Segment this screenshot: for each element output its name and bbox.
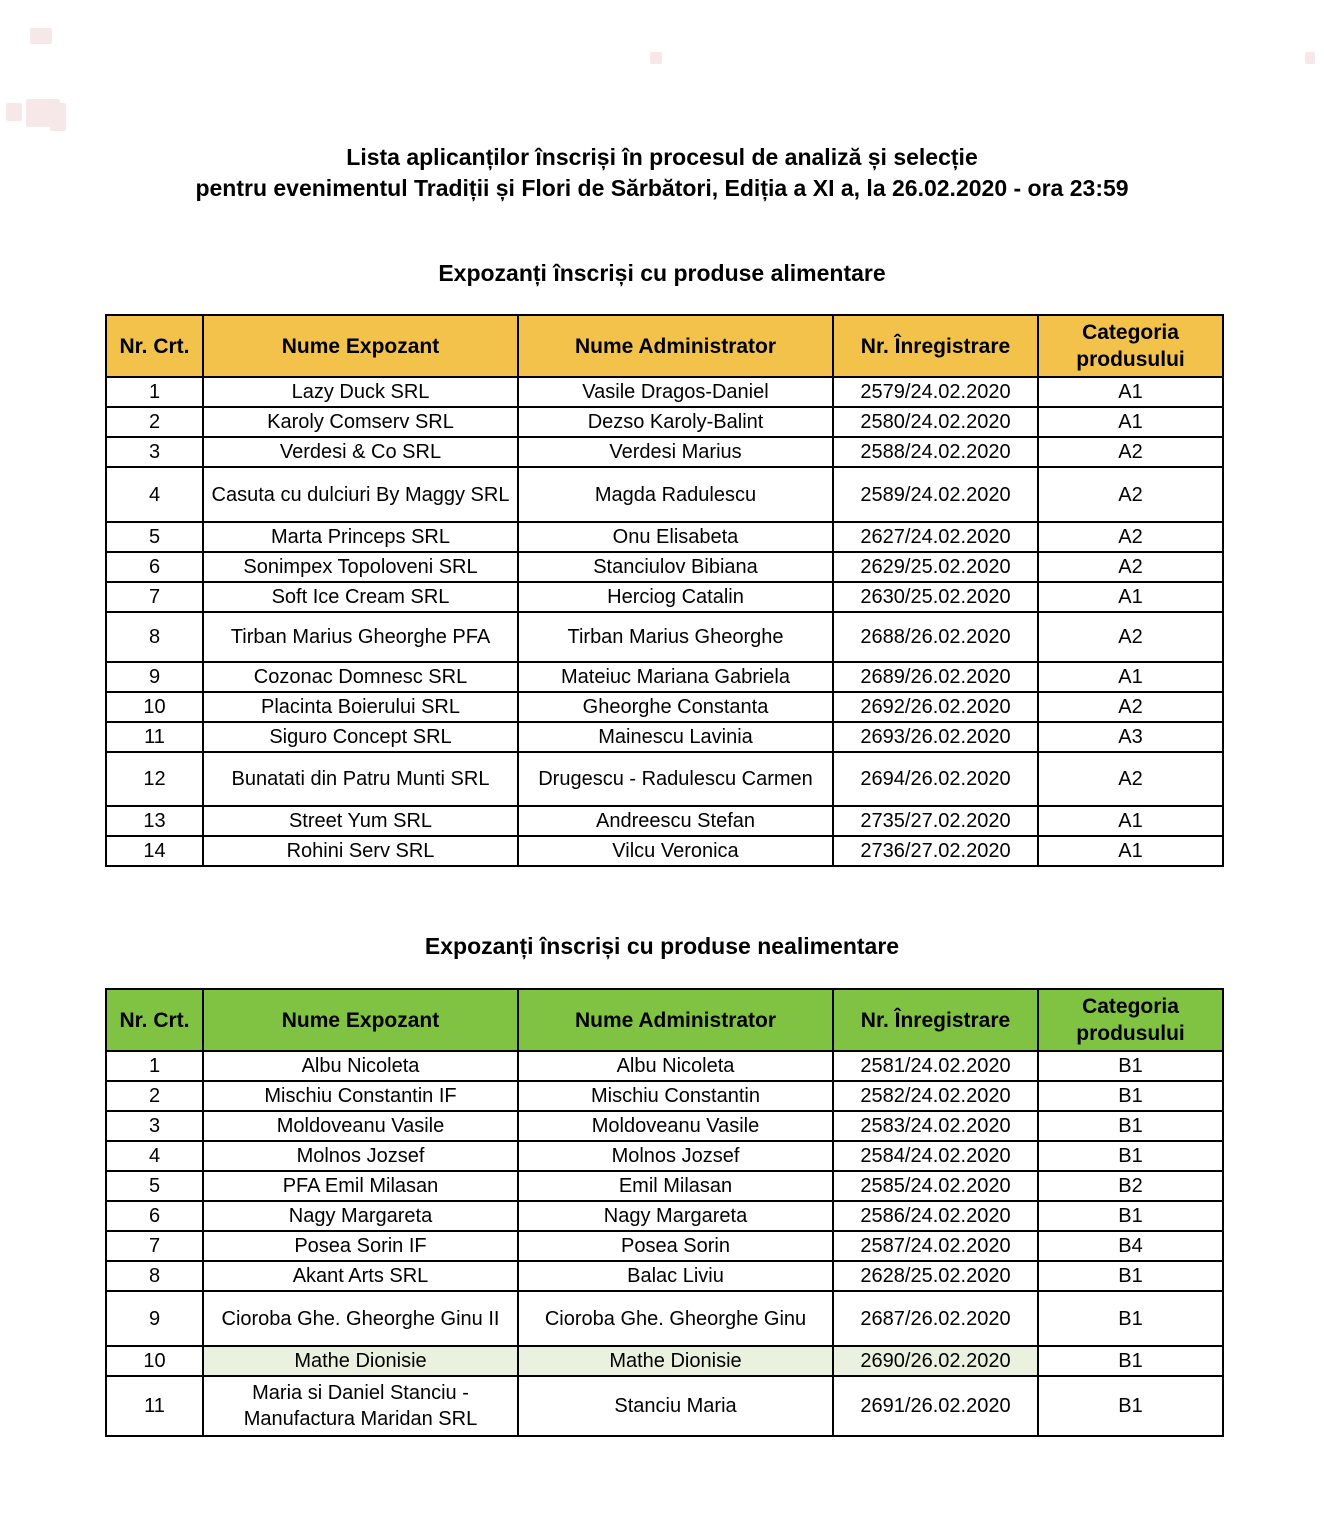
nealimentare-table-header: [106, 989, 1223, 1051]
table-cell: 3: [106, 1111, 203, 1141]
table-cell: B1: [1038, 1376, 1223, 1436]
table-cell: Molnos Jozsef: [203, 1141, 518, 1171]
table-cell: 4: [106, 1141, 203, 1171]
table-row: [106, 836, 1223, 866]
table-cell: 7: [106, 582, 203, 612]
column-header-categoria: Categoria produsului: [1038, 989, 1223, 1051]
table-cell: Herciog Catalin: [518, 582, 833, 612]
table-cell: A1: [1038, 407, 1223, 437]
table-cell: 5: [106, 522, 203, 552]
table-cell: Nagy Margareta: [518, 1201, 833, 1231]
table-cell: A1: [1038, 806, 1223, 836]
table-cell: 2585/24.02.2020: [833, 1171, 1038, 1201]
table-cell: Onu Elisabeta: [518, 522, 833, 552]
table-cell: 2736/27.02.2020: [833, 836, 1038, 866]
table-cell: 10: [106, 692, 203, 722]
column-header-nr-inregistrare: Nr. Înregistrare: [833, 315, 1038, 377]
table-cell: A1: [1038, 662, 1223, 692]
header-row: [106, 989, 1223, 1051]
table-cell: 13: [106, 806, 203, 836]
table-cell: 11: [106, 1376, 203, 1436]
table-row: [106, 437, 1223, 467]
table-cell: Rohini Serv SRL: [203, 836, 518, 866]
table-cell: 5: [106, 1171, 203, 1201]
table-cell: Verdesi Marius: [518, 437, 833, 467]
header-row: [106, 315, 1223, 377]
table-cell: B1: [1038, 1346, 1223, 1376]
table-row: [106, 1051, 1223, 1081]
table-cell: 4: [106, 467, 203, 522]
page-title-line1: Lista aplicanților înscriși în procesul de analiză și selecție: [346, 144, 978, 170]
table-cell: Lazy Duck SRL: [203, 377, 518, 407]
column-header-categoria: Categoria produsului: [1038, 315, 1223, 377]
table-cell: 2579/24.02.2020: [833, 377, 1038, 407]
table-row: [106, 377, 1223, 407]
table-cell: 2692/26.02.2020: [833, 692, 1038, 722]
table-cell: Akant Arts SRL: [203, 1261, 518, 1291]
table-cell: Stanciulov Bibiana: [518, 552, 833, 582]
table-row: [106, 467, 1223, 522]
table-cell: Moldoveanu Vasile: [203, 1111, 518, 1141]
table-row: [106, 1291, 1223, 1346]
table-cell: B1: [1038, 1051, 1223, 1081]
table-cell: 6: [106, 552, 203, 582]
column-header-nr-inregistrare: Nr. Înregistrare: [833, 989, 1038, 1051]
table-cell: Magda Radulescu: [518, 467, 833, 522]
table-cell: 2: [106, 1081, 203, 1111]
table-cell: Dezso Karoly-Balint: [518, 407, 833, 437]
table-cell: Mischiu Constantin IF: [203, 1081, 518, 1111]
table-cell: 2735/27.02.2020: [833, 806, 1038, 836]
table-row: [106, 1201, 1223, 1231]
table-cell: Albu Nicoleta: [203, 1051, 518, 1081]
table-cell: B2: [1038, 1171, 1223, 1201]
table-cell: Soft Ice Cream SRL: [203, 582, 518, 612]
nealimentare-table: [105, 988, 1224, 1437]
table-cell: 1: [106, 1051, 203, 1081]
scan-artifact: [1305, 52, 1315, 64]
table-cell: Marta Princeps SRL: [203, 522, 518, 552]
table-cell: 9: [106, 662, 203, 692]
table-cell: Tirban Marius Gheorghe PFA: [203, 612, 518, 662]
table-cell: Balac Liviu: [518, 1261, 833, 1291]
table-cell: Sonimpex Topoloveni SRL: [203, 552, 518, 582]
table-cell: 7: [106, 1231, 203, 1261]
table-row: [106, 582, 1223, 612]
table-cell: 2588/24.02.2020: [833, 437, 1038, 467]
table-cell: 14: [106, 836, 203, 866]
table-row: [106, 1141, 1223, 1171]
table-cell: Vilcu Veronica: [518, 836, 833, 866]
table-cell: Nagy Margareta: [203, 1201, 518, 1231]
table-cell: 2580/24.02.2020: [833, 407, 1038, 437]
table-row: [106, 1261, 1223, 1291]
table-cell: Vasile Dragos-Daniel: [518, 377, 833, 407]
table-cell: Siguro Concept SRL: [203, 722, 518, 752]
table-cell: 9: [106, 1291, 203, 1346]
table-cell: A2: [1038, 692, 1223, 722]
table-cell: Posea Sorin: [518, 1231, 833, 1261]
table-cell: Street Yum SRL: [203, 806, 518, 836]
column-header-nr-crt: Nr. Crt.: [106, 989, 203, 1051]
table-cell: 2630/25.02.2020: [833, 582, 1038, 612]
table-row: [106, 1171, 1223, 1201]
table-row: [106, 1231, 1223, 1261]
table-cell: A2: [1038, 522, 1223, 552]
alimentare-table-header: [106, 315, 1223, 377]
table-cell: 1: [106, 377, 203, 407]
table-cell: B1: [1038, 1081, 1223, 1111]
table-cell: Gheorghe Constanta: [518, 692, 833, 722]
table-cell: 10: [106, 1346, 203, 1376]
table-cell: Casuta cu dulciuri By Maggy SRL: [203, 467, 518, 522]
table-cell: Emil Milasan: [518, 1171, 833, 1201]
table-cell: 2581/24.02.2020: [833, 1051, 1038, 1081]
table-cell: A2: [1038, 612, 1223, 662]
table-row: [106, 692, 1223, 722]
table-cell: 2: [106, 407, 203, 437]
table-cell: B1: [1038, 1261, 1223, 1291]
scan-artifact: [650, 52, 662, 64]
table-row: [106, 722, 1223, 752]
table-cell: 2689/26.02.2020: [833, 662, 1038, 692]
table-cell: Cioroba Ghe. Gheorghe Ginu II: [203, 1291, 518, 1346]
table-cell: 2628/25.02.2020: [833, 1261, 1038, 1291]
table-row: [106, 752, 1223, 806]
table-cell: 2589/24.02.2020: [833, 467, 1038, 522]
table-row: [106, 612, 1223, 662]
table-cell: 2693/26.02.2020: [833, 722, 1038, 752]
table-cell: Albu Nicoleta: [518, 1051, 833, 1081]
table-cell: A2: [1038, 552, 1223, 582]
table-cell: 2587/24.02.2020: [833, 1231, 1038, 1261]
table-cell: B1: [1038, 1291, 1223, 1346]
table-cell: Drugescu - Radulescu Carmen: [518, 752, 833, 806]
table-cell: Mainescu Lavinia: [518, 722, 833, 752]
table-cell: Cioroba Ghe. Gheorghe Ginu: [518, 1291, 833, 1346]
table-cell: Mateiuc Mariana Gabriela: [518, 662, 833, 692]
table-cell: A1: [1038, 377, 1223, 407]
table-row: [106, 662, 1223, 692]
table-cell: Stanciu Maria: [518, 1376, 833, 1436]
table-cell: PFA Emil Milasan: [203, 1171, 518, 1201]
page-title: [0, 142, 1324, 204]
table-cell: Mathe Dionisie: [203, 1346, 518, 1376]
table-cell: 2586/24.02.2020: [833, 1201, 1038, 1231]
column-header-nume-expozant: Nume Expozant: [203, 315, 518, 377]
table-row: [106, 806, 1223, 836]
table-cell: Cozonac Domnesc SRL: [203, 662, 518, 692]
table-cell: 2687/26.02.2020: [833, 1291, 1038, 1346]
table-cell: Mischiu Constantin: [518, 1081, 833, 1111]
table-cell: A1: [1038, 582, 1223, 612]
table-row: [106, 1081, 1223, 1111]
table-cell: Mathe Dionisie: [518, 1346, 833, 1376]
table-cell: Bunatati din Patru Munti SRL: [203, 752, 518, 806]
table-row: [106, 552, 1223, 582]
table-cell: 2583/24.02.2020: [833, 1111, 1038, 1141]
table-cell: 8: [106, 1261, 203, 1291]
scan-artifact: [6, 103, 22, 121]
table-cell: Tirban Marius Gheorghe: [518, 612, 833, 662]
table-row: [106, 1346, 1223, 1376]
column-header-nume-administrator: Nume Administrator: [518, 989, 833, 1051]
table-cell: 2582/24.02.2020: [833, 1081, 1038, 1111]
column-header-nume-expozant: Nume Expozant: [203, 989, 518, 1051]
table-cell: B1: [1038, 1141, 1223, 1171]
section-heading-alimentare: Expozanți înscriși cu produse alimentare: [438, 260, 886, 286]
table-cell: B4: [1038, 1231, 1223, 1261]
table-cell: Moldoveanu Vasile: [518, 1111, 833, 1141]
table-row: [106, 407, 1223, 437]
table-cell: 3: [106, 437, 203, 467]
table-cell: A2: [1038, 752, 1223, 806]
table-cell: A3: [1038, 722, 1223, 752]
scan-artifact: [30, 28, 52, 44]
table-cell: 12: [106, 752, 203, 806]
table-cell: 2688/26.02.2020: [833, 612, 1038, 662]
section-heading-nealimentare: Expozanți înscriși cu produse nealimentare: [424, 933, 900, 959]
page-title-line2: pentru evenimentul Tradiții și Flori de Sărbători, Ediția a XI a, la 26.02.2020 - ora 23:59: [195, 175, 1129, 201]
column-header-nume-administrator: Nume Administrator: [518, 315, 833, 377]
scan-artifact: [50, 103, 66, 131]
table-cell: Molnos Jozsef: [518, 1141, 833, 1171]
table-cell: B1: [1038, 1201, 1223, 1231]
column-header-nr-crt: Nr. Crt.: [106, 315, 203, 377]
table-cell: Placinta Boierului SRL: [203, 692, 518, 722]
table-row: [106, 1376, 1223, 1436]
table-cell: A1: [1038, 836, 1223, 866]
table-cell: Andreescu Stefan: [518, 806, 833, 836]
table-cell: Posea Sorin IF: [203, 1231, 518, 1261]
table-cell: 2690/26.02.2020: [833, 1346, 1038, 1376]
table-cell: Maria si Daniel Stanciu - Manufactura Maridan SRL: [203, 1376, 518, 1436]
table-row: [106, 1111, 1223, 1141]
table-cell: 2629/25.02.2020: [833, 552, 1038, 582]
table-cell: B1: [1038, 1111, 1223, 1141]
table-cell: 2694/26.02.2020: [833, 752, 1038, 806]
table-cell: 2691/26.02.2020: [833, 1376, 1038, 1436]
table-row: [106, 522, 1223, 552]
table-cell: Karoly Comserv SRL: [203, 407, 518, 437]
table-cell: 6: [106, 1201, 203, 1231]
table-cell: A2: [1038, 467, 1223, 522]
table-cell: 8: [106, 612, 203, 662]
table-cell: 2584/24.02.2020: [833, 1141, 1038, 1171]
table-cell: 11: [106, 722, 203, 752]
table-cell: Verdesi & Co SRL: [203, 437, 518, 467]
table-cell: 2627/24.02.2020: [833, 522, 1038, 552]
table-cell: A2: [1038, 437, 1223, 467]
alimentare-table: [105, 314, 1224, 867]
